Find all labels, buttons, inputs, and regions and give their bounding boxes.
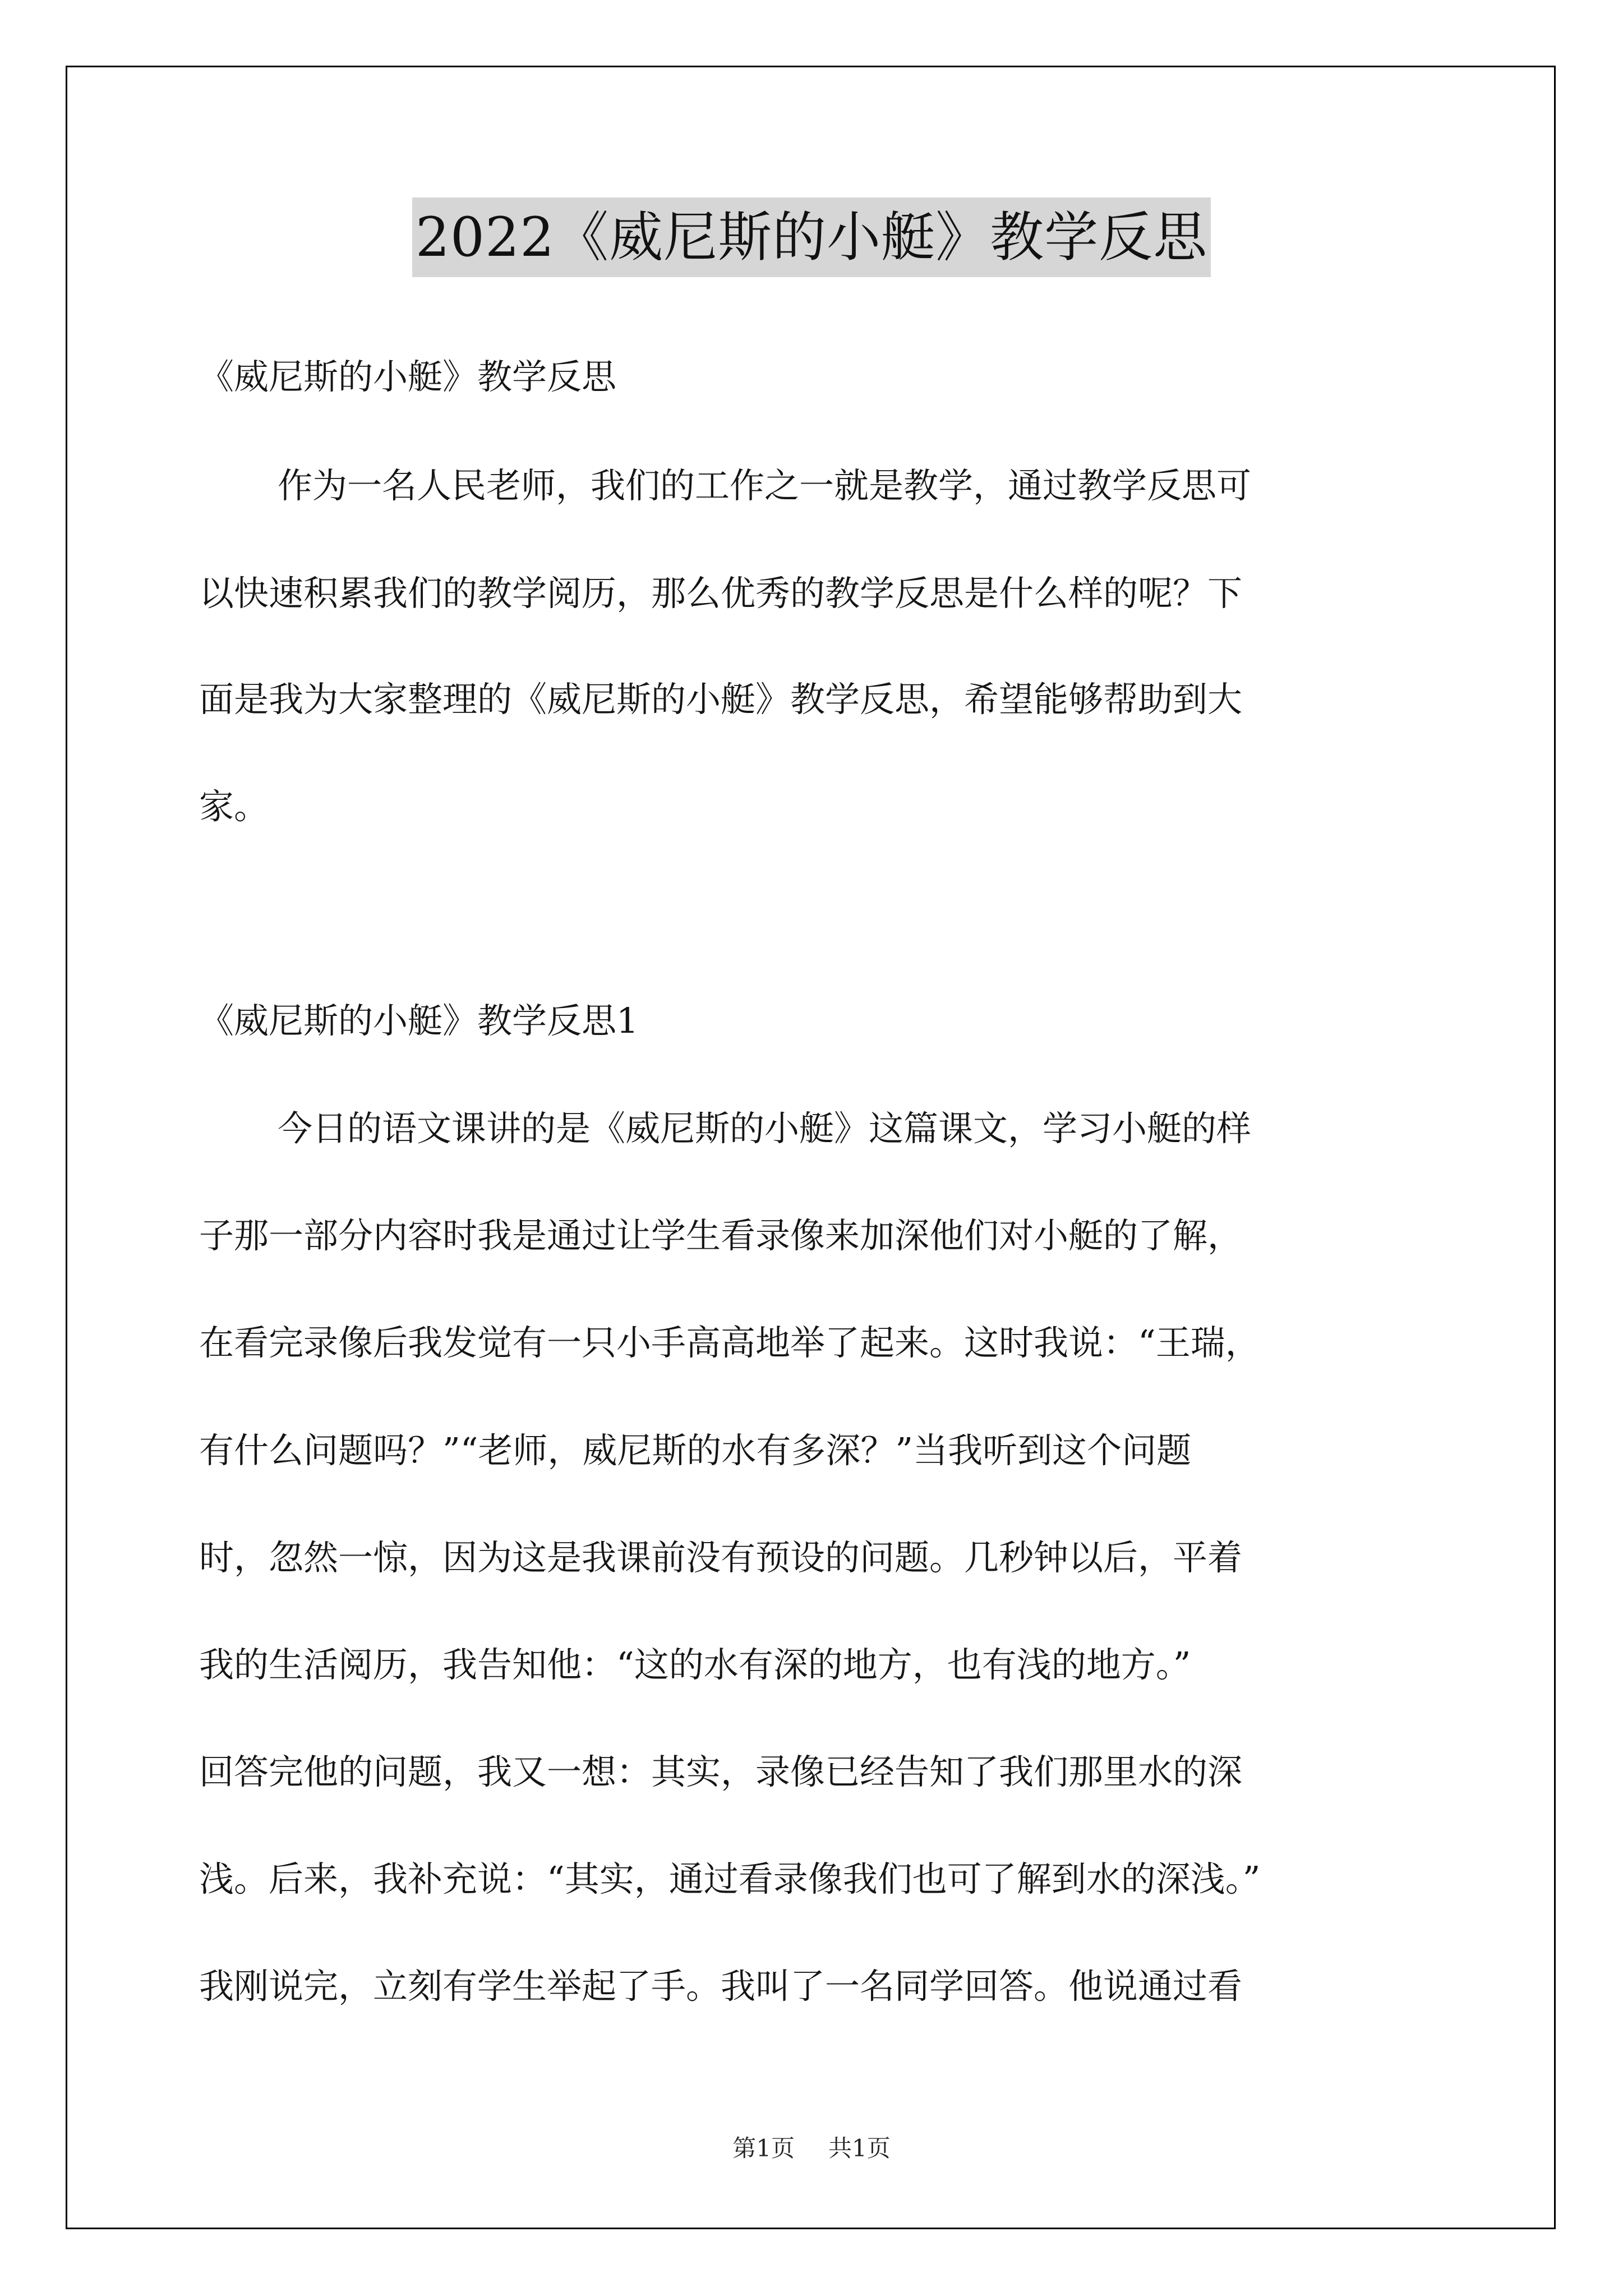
body-line-8: 浅。后来，我补充说：“其实，通过看录像我们也可了解到水的深浅。”: [199, 1858, 1261, 1899]
document-subtitle: 《威尼斯的小艇》教学反思: [199, 356, 617, 397]
body-line-2: 子那一部分内容时我是通过让学生看录像来加深他们对小艇的了解，: [199, 1215, 1243, 1256]
page-footer: [0, 2133, 1623, 2164]
page-total: 共1页: [828, 2134, 891, 2162]
body-line-3: 在看完录像后我发觉有一只小手高高地举了起来。这时我说：“王瑞，: [199, 1322, 1260, 1363]
section-heading: 《威尼斯的小艇》教学反思1: [199, 1000, 639, 1041]
body-line-1: 今日的语文课讲的是《威尼斯的小艇》这篇课文，学习小艇的样: [278, 1108, 1252, 1149]
intro-line-1: 作为一名人民老师，我们的工作之一就是教学，通过教学反思可: [278, 465, 1252, 506]
page-number: 第1页: [732, 2134, 795, 2162]
body-line-4: 有什么问题吗？”“老师，威尼斯的水有多深？”当我听到这个问题: [199, 1430, 1192, 1471]
intro-line-4: 家。: [199, 786, 269, 827]
title-wrapper: [0, 197, 1623, 277]
document-title: 2022《威尼斯的小艇》教学反思: [412, 197, 1211, 277]
body-line-7: 回答完他的问题，我又一想：其实，录像已经告知了我们那里水的深: [199, 1751, 1243, 1792]
body-line-9: 我刚说完，立刻有学生举起了手。我叫了一名同学回答。他说通过看: [199, 1966, 1243, 2007]
body-line-6: 我的生活阅历，我告知他：“这的水有深的地方，也有浅的地方。”: [199, 1644, 1191, 1685]
intro-line-3: 面是我为大家整理的《威尼斯的小艇》教学反思，希望能够帮助到大: [199, 679, 1243, 720]
intro-line-2: 以快速积累我们的教学阅历，那么优秀的教学反思是什么样的呢？下: [199, 573, 1243, 614]
body-line-5: 时，忽然一惊，因为这是我课前没有预设的问题。几秒钟以后，平着: [199, 1537, 1243, 1578]
